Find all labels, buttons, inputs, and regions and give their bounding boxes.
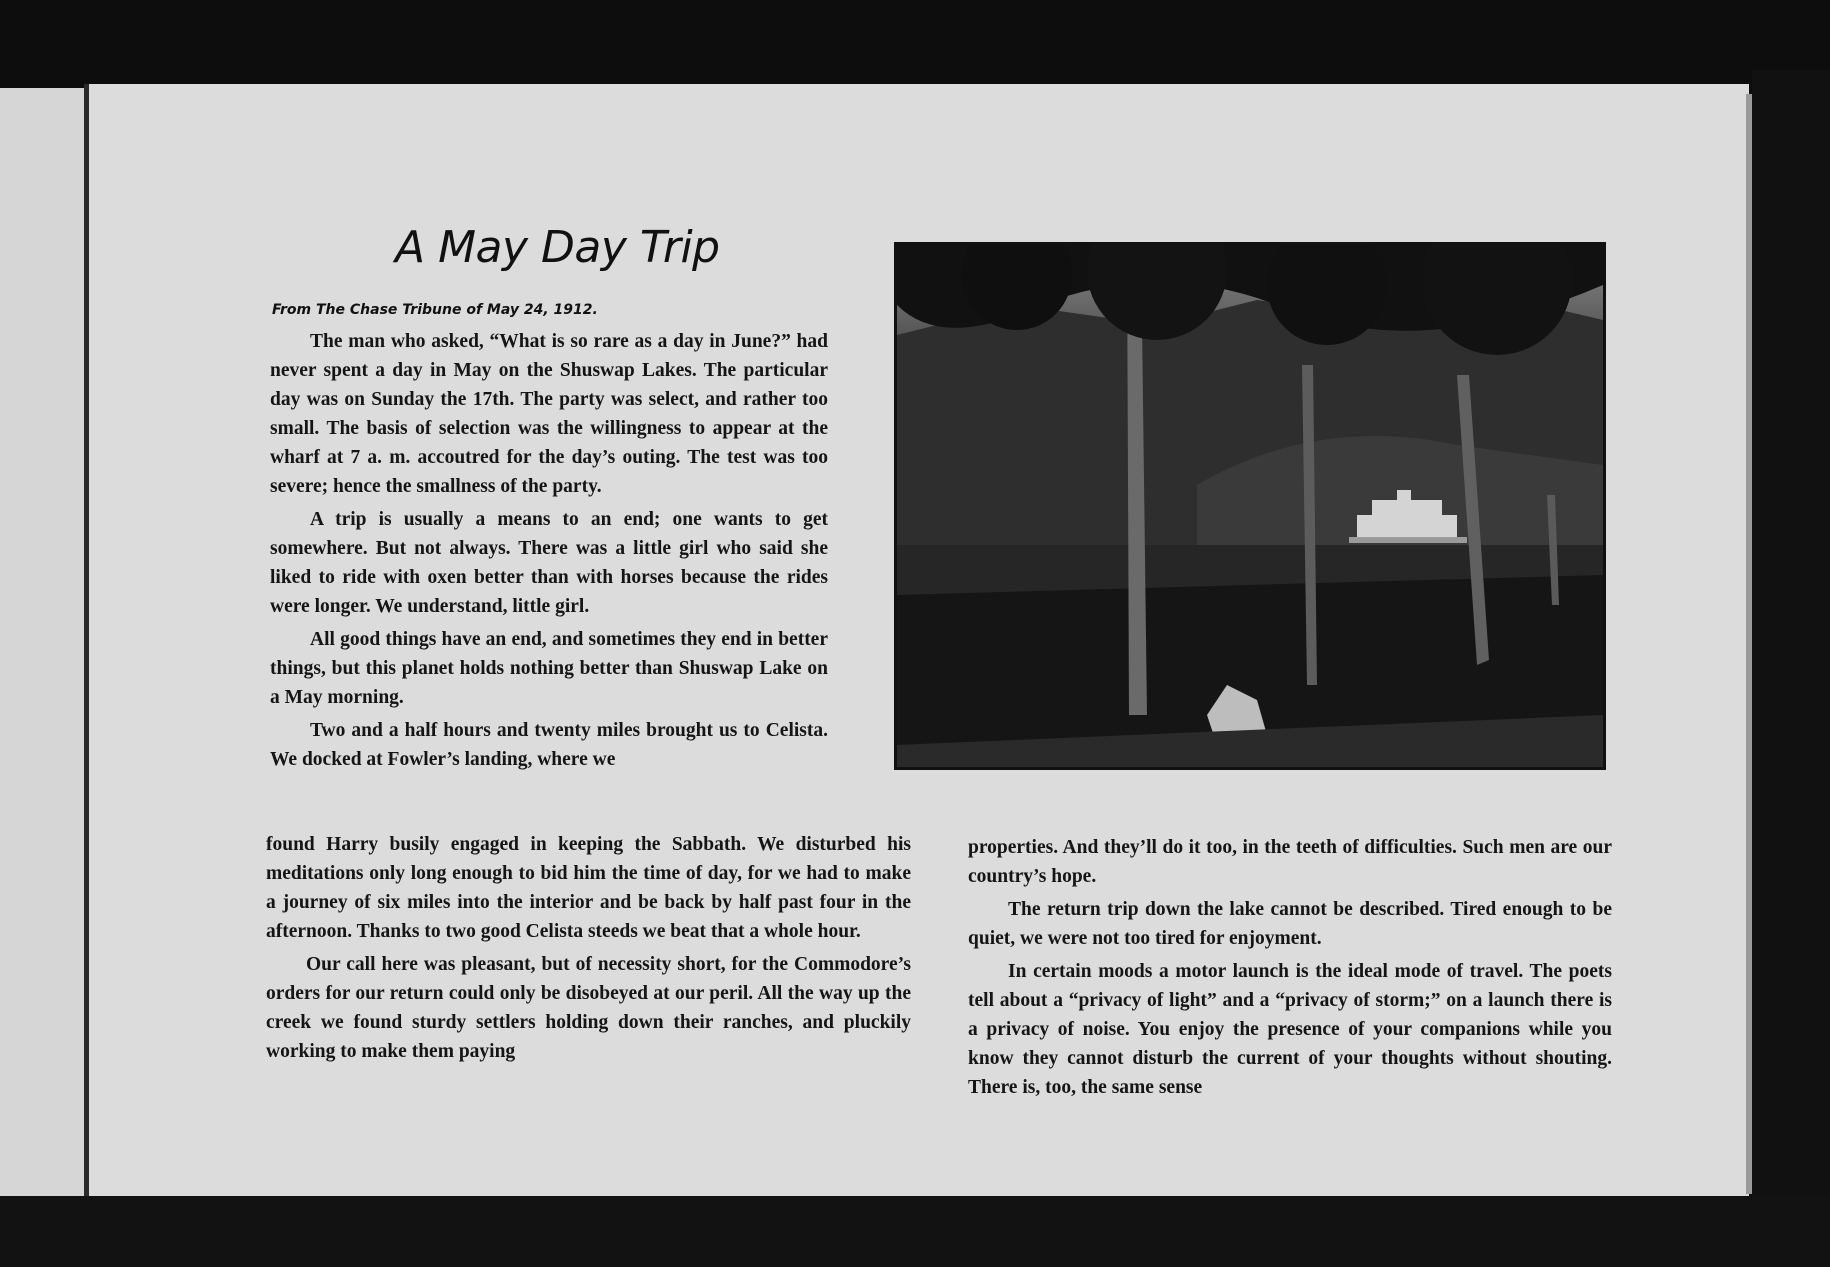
paragraph: The return trip down the lake cannot be described. Tired enough to be quiet, we were not too tired for enjoyment. [968, 899, 1612, 949]
text-column-right [968, 833, 1612, 1106]
paragraph: In certain moods a motor launch is the ideal mode of travel. The poets tell about a “privacy of light” and a “privacy of storm;” on a launch there is a privacy of noise. You enjoy the presence of your companions while you know they cannot disturb the current of your thoughts without shouting. There is, too, the same sense [968, 961, 1612, 1098]
text-column-left-bottom [266, 830, 911, 1070]
photo-lake-trees-steamboat-icon [897, 245, 1603, 767]
left-page-edge [0, 88, 88, 1196]
right-background [1752, 70, 1830, 1220]
paragraph: Our call here was pleasant, but of necessity short, for the Commodore’s orders for our return could only be disobeyed at our peril. All the way up the creek we found sturdy settlers holding down their ranches, and pluckily working to make them paying [266, 954, 911, 1062]
article-source: From The Chase Tribune of May 24, 1912. [272, 302, 598, 318]
bottom-background [0, 1196, 1830, 1267]
article-title: A May Day Trip [395, 222, 720, 273]
paragraph: All good things have an end, and sometimes they end in better things, but this planet holds nothing better than Shuswap Lake on a May morning. [270, 629, 828, 708]
text-column-left-top [270, 327, 828, 778]
paragraph: A trip is usually a means to an end; one wants to get somewhere. But not always. There was a little girl who said she liked to ride with oxen better than with horses because the rides were longer. We understand, little girl. [270, 509, 828, 617]
lake-photo [894, 242, 1606, 770]
paragraph: The man who asked, “What is so rare as a day in June?” had never spent a day in May on the Shuswap Lakes. The particular day was on Sunday the 17th. The party was select, and rather too small. The basis of selection was the willingness to appear at the wharf at 7 a. m. accoutred for the day’s outing. The test was too severe; hence the smallness of the party. [270, 331, 828, 497]
paragraph: Two and a half hours and twenty miles brought us to Celista. We docked at Fowler’s landing, where we [270, 720, 828, 770]
paragraph: found Harry busily engaged in keeping the Sabbath. We disturbed his meditations only long enough to bid him the time of day, for we had to make a journey of six miles into the interior and be back by half past four in the afternoon. Thanks to two good Celista steeds we beat that a whole hour. [266, 834, 911, 942]
paragraph: properties. And they’ll do it too, in the teeth of difficulties. Such men are our country’s hope. [968, 837, 1612, 887]
